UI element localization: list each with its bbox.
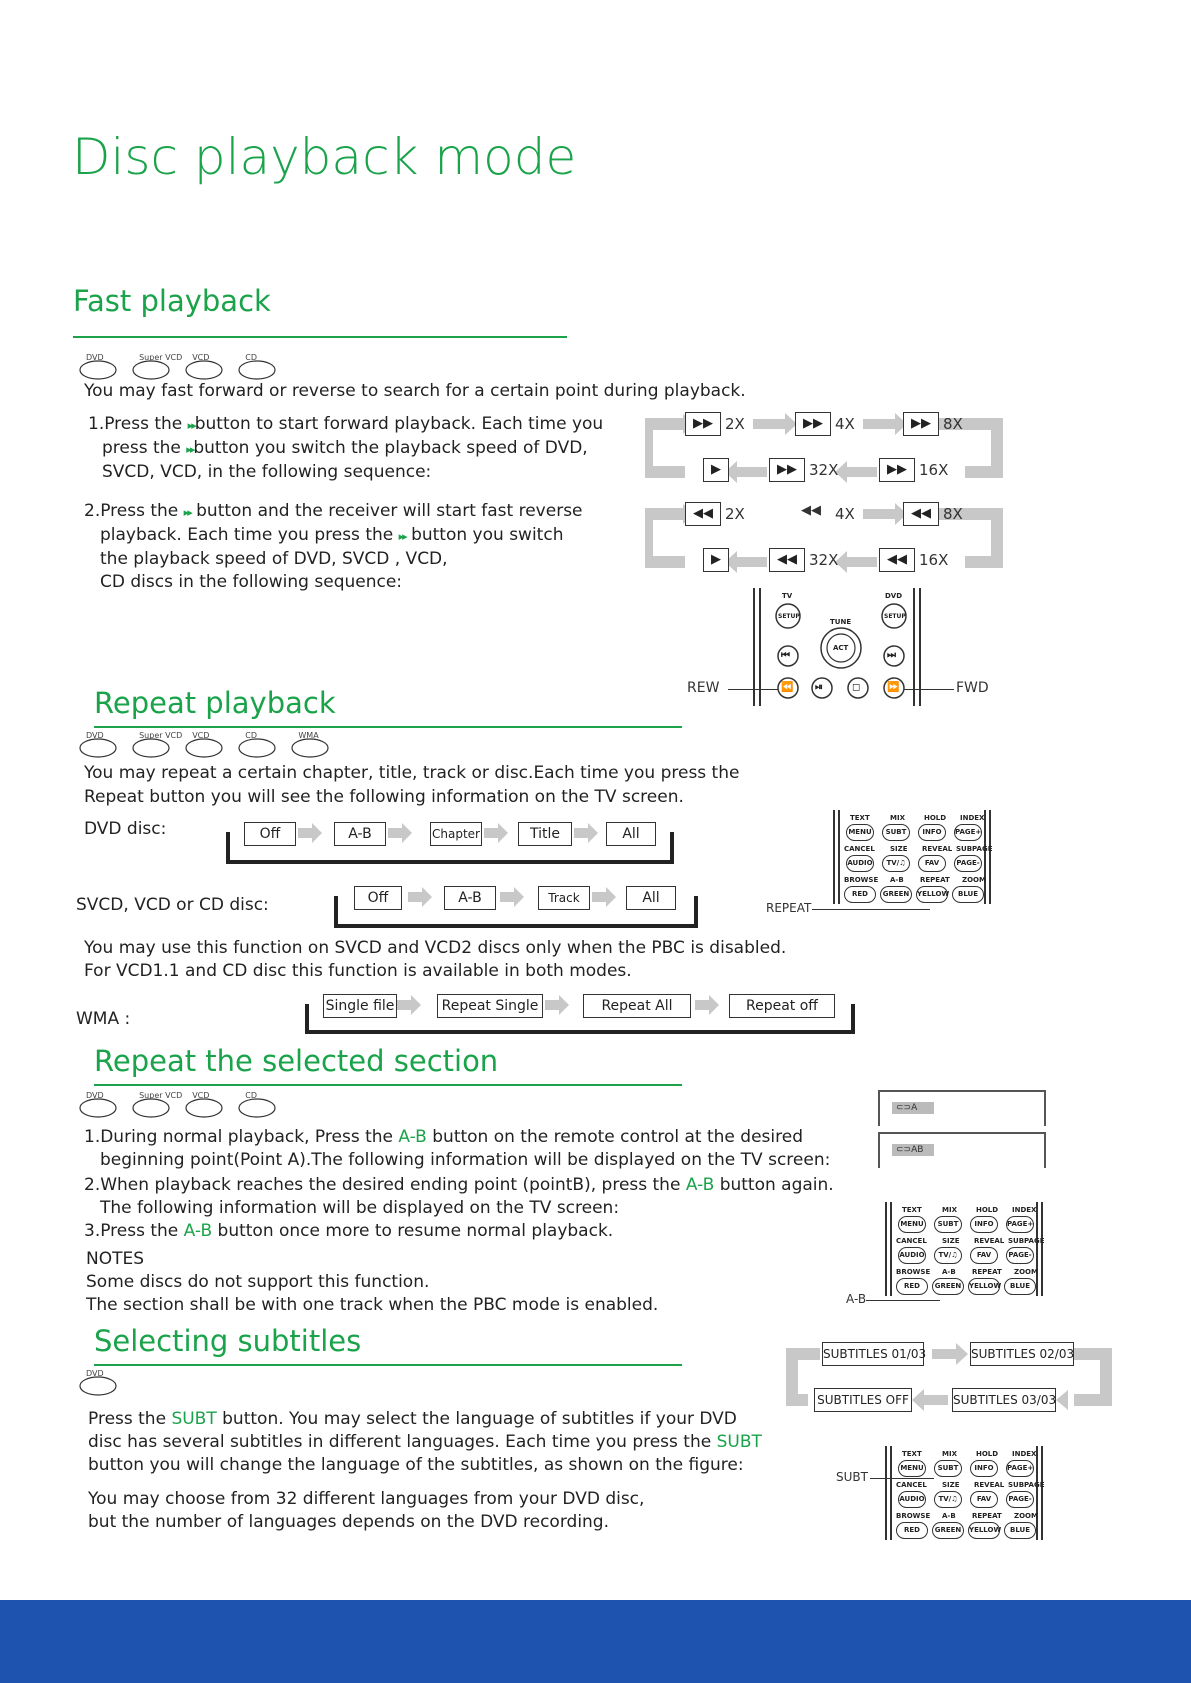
fast-forward-icon: ⏩ [887, 682, 900, 693]
super-vcd-disc-icon: Super VCD [131, 734, 173, 758]
subtitles-para-1: Press the SUBT button. You may select the language of subtitles if your DVD disc has several subtitles in different languages. Each time you press the SUBT button you will change the language of the subtitles, as shown on the figure: [88, 1409, 762, 1475]
fast-playback-rule [73, 336, 567, 338]
section-disc-icons [78, 1091, 285, 1122]
note-2: The section shall be with one track when the PBC mode is enabled. [86, 1295, 659, 1315]
repeat-loop-icon: ⊂⊃ [896, 1145, 912, 1155]
section-step3: 3.Press the A-B button once more to resume normal playback. [84, 1221, 614, 1241]
wma-option-repeat-all: Repeat All [583, 994, 691, 1018]
repeat-option-track: Track [538, 886, 590, 910]
ab-callout: A-B [846, 1292, 867, 1306]
dvd-disc-icon: DVD [78, 1094, 120, 1118]
fast-intro: You may fast forward or reverse to search for a certain point during playback. [84, 381, 746, 401]
remote-transport-illustration: TV DVD TUNE SETUP SETUP ACT ⏮ ⏭ ⏪ ⏯ ◻ ⏩ [752, 588, 922, 706]
fast-step2: 2.Press the ▸▸ button and the receiver will start fast reverse playback. Each time you press the ▸▸ button you switch the playback speed of DVD, SVCD , VCD, CD discs in the following sequence: [84, 501, 583, 592]
ff-key-icon: ▶▶ [879, 458, 915, 482]
repeat-section-heading: Repeat the selected section [94, 1044, 499, 1078]
dvd-disc-icon: DVD [78, 734, 120, 758]
subtitle-option-03: SUBTITLES 03/03 [952, 1388, 1056, 1412]
fwd-callout-line [904, 689, 954, 690]
vcd-disc-icon: VCD [184, 734, 226, 758]
repeat-callout: REPEAT [766, 901, 812, 915]
fast-forward-icon: ▸▸ [186, 443, 194, 456]
stop-icon: ◻ [852, 682, 861, 693]
next-icon: ⏭ [887, 650, 896, 661]
wma-option-repeat-off: Repeat off [729, 994, 835, 1018]
fast-playback-heading: Fast playback [73, 284, 271, 318]
repeat-playback-rule [94, 726, 682, 728]
remote-panel-ab: TEXT MIX HOLD INDEX MENU SUBT INFO PAGE+ CANCEL SIZE REVEAL SUBPAGE AUDIO TV/♫ FAV PAGE- BROWSE A-B REPEAT ZOOM RED GREEN YELLOW BLUE [884, 1202, 1044, 1296]
subtitles-heading: Selecting subtitles [94, 1324, 362, 1358]
subtitles-para-2: You may choose from 32 different languages from your DVD disc, but the number of languages depends on the DVD recording. [88, 1489, 645, 1532]
previous-icon: ⏮ [781, 650, 790, 661]
wma-option-repeat-single: Repeat Single [437, 994, 543, 1018]
screen-indicator: ⊂⊃A [892, 1102, 934, 1114]
dvd-disc-icon: DVD [78, 1372, 120, 1396]
repeat-note-2: For VCD1.1 and CD disc this function is available in both modes. [84, 961, 632, 981]
screen-indicator: ⊂⊃AB [892, 1144, 934, 1156]
subtitles-disc-icons [78, 1369, 126, 1400]
ff-key-icon: ▶▶ [795, 412, 831, 436]
fwd-callout: FWD [956, 680, 989, 696]
footer-band [0, 1600, 1191, 1683]
repeat-loop-icon: ⊂⊃ [896, 1103, 912, 1113]
repeat-intro-1: You may repeat a certain chapter, title, track or disc.Each time you press the [84, 763, 740, 783]
subt-callout-line [870, 1478, 934, 1479]
play-pause-icon: ⏯ [815, 682, 823, 693]
rew-key-icon: ◀◀ [685, 502, 721, 526]
dvd-disc-label: DVD disc: [84, 819, 167, 839]
rew-key-icon: ◀◀ [769, 548, 805, 572]
rew-callout: REW [687, 680, 720, 696]
dvd-disc-icon: DVD [78, 356, 120, 380]
ff-key-icon: ▶▶ [685, 412, 721, 436]
repeat-disc-icons [78, 731, 338, 762]
repeat-option-off: Off [354, 886, 402, 910]
repeat-callout-line [812, 909, 930, 910]
repeat-option-all: All [626, 886, 676, 910]
notes-title: NOTES [86, 1249, 145, 1269]
ff-key-icon: ▶▶ [769, 458, 805, 482]
wma-repeat-sequence [305, 992, 857, 1038]
super-vcd-disc-icon: Super VCD [131, 1094, 173, 1118]
reverse-speed-diagram: ◀◀ 2X ◀◀ 4X ◀◀ 8X ▶ ◀◀ 32X ◀◀ 16X [645, 500, 1005, 580]
rewind-icon: ⏪ [781, 682, 794, 693]
repeat-playback-heading: Repeat playback [94, 686, 336, 720]
subtitles-rule [94, 1364, 682, 1366]
repeat-option-off: Off [244, 822, 296, 846]
subtitles-cycle-diagram [784, 1340, 1114, 1414]
wma-label: WMA : [76, 1009, 131, 1029]
subt-callout: SUBT [836, 1470, 868, 1484]
tv-screen-point-a [878, 1090, 1046, 1126]
remote-panel-subt: TEXT MIX HOLD INDEX MENU SUBT INFO PAGE+ CANCEL SIZE REVEAL SUBPAGE AUDIO TV/♫ FAV PAGE- BROWSE A-B REPEAT ZOOM RED GREEN YELLOW BLUE [884, 1446, 1044, 1540]
wma-option-single-file: Single file [323, 994, 397, 1018]
repeat-option-all: All [606, 822, 656, 846]
rew-callout-line [728, 689, 778, 690]
dvd-repeat-sequence [226, 820, 676, 866]
subtitle-option-01: SUBTITLES 01/03 [822, 1342, 924, 1366]
fast-reverse-icon: ▸▸ [398, 530, 406, 543]
rew-key-icon: ◀◀ [903, 502, 939, 526]
repeat-intro-2: Repeat button you will see the following information on the TV screen. [84, 787, 684, 807]
subtitle-option-off: SUBTITLES OFF [814, 1388, 912, 1412]
forward-speed-diagram: ▶▶ 2X ▶▶ 4X ▶▶ 8X ▶ ▶▶ 32X ▶▶ 16X [645, 410, 1005, 490]
vcd-disc-icon: VCD [184, 1094, 226, 1118]
rew-glyph-icon: ◀◀ [801, 503, 821, 518]
note-1: Some discs do not support this function. [86, 1272, 430, 1292]
ab-callout-line [866, 1300, 940, 1301]
super-vcd-disc-icon: Super VCD [131, 356, 173, 380]
fast-forward-icon: ▸▸ [187, 419, 195, 432]
repeat-section-rule [94, 1084, 682, 1086]
wma-disc-icon: WMA [290, 734, 332, 758]
tv-screen-point-ab [878, 1132, 1046, 1168]
repeat-option-ab: A-B [334, 822, 386, 846]
cd-disc-icon: CD [237, 734, 279, 758]
subtitle-option-02: SUBTITLES 02/03 [970, 1342, 1074, 1366]
fast-step1: 1.Press the ▸▸button to start forward playback. Each time you press the ▸▸button you switch the playback speed of DVD, SVCD, VCD, in the following sequence: [88, 414, 604, 482]
fast-reverse-icon: ▸▸ [183, 506, 191, 519]
repeat-option-title: Title [518, 822, 572, 846]
cd-disc-icon: CD [237, 1094, 279, 1118]
section-step1: 1.During normal playback, Press the A-B button on the remote control at the desired beginning point(Point A).The following information will be displayed on the TV screen: [84, 1127, 831, 1170]
cd-disc-icon: CD [237, 356, 279, 380]
repeat-note-1: You may use this function on SVCD and VCD2 discs only when the PBC is disabled. [84, 938, 787, 958]
remote-panel-repeat: TEXT MIX HOLD INDEX MENU SUBT INFO PAGE+ CANCEL SIZE REVEAL SUBPAGE AUDIO TV/♫ FAV PAGE- BROWSE A-B REPEAT ZOOM RED GREEN YELLOW BLUE [832, 810, 992, 904]
page-title: Disc playback mode [72, 128, 577, 186]
section-step2: 2.When playback reaches the desired ending point (pointB), press the A-B button again. The following information will be displayed on the TV screen: [84, 1175, 834, 1218]
vcd-disc-icon: VCD [184, 356, 226, 380]
repeat-option-ab: A-B [444, 886, 496, 910]
rew-key-icon: ◀◀ [879, 548, 915, 572]
svcd-repeat-sequence [334, 884, 700, 930]
play-key-icon: ▶ [703, 548, 729, 572]
ff-key-icon: ▶▶ [903, 412, 939, 436]
repeat-option-chapter: Chapter [430, 822, 482, 846]
play-key-icon: ▶ [703, 458, 729, 482]
svcd-disc-label: SVCD, VCD or CD disc: [76, 895, 269, 915]
